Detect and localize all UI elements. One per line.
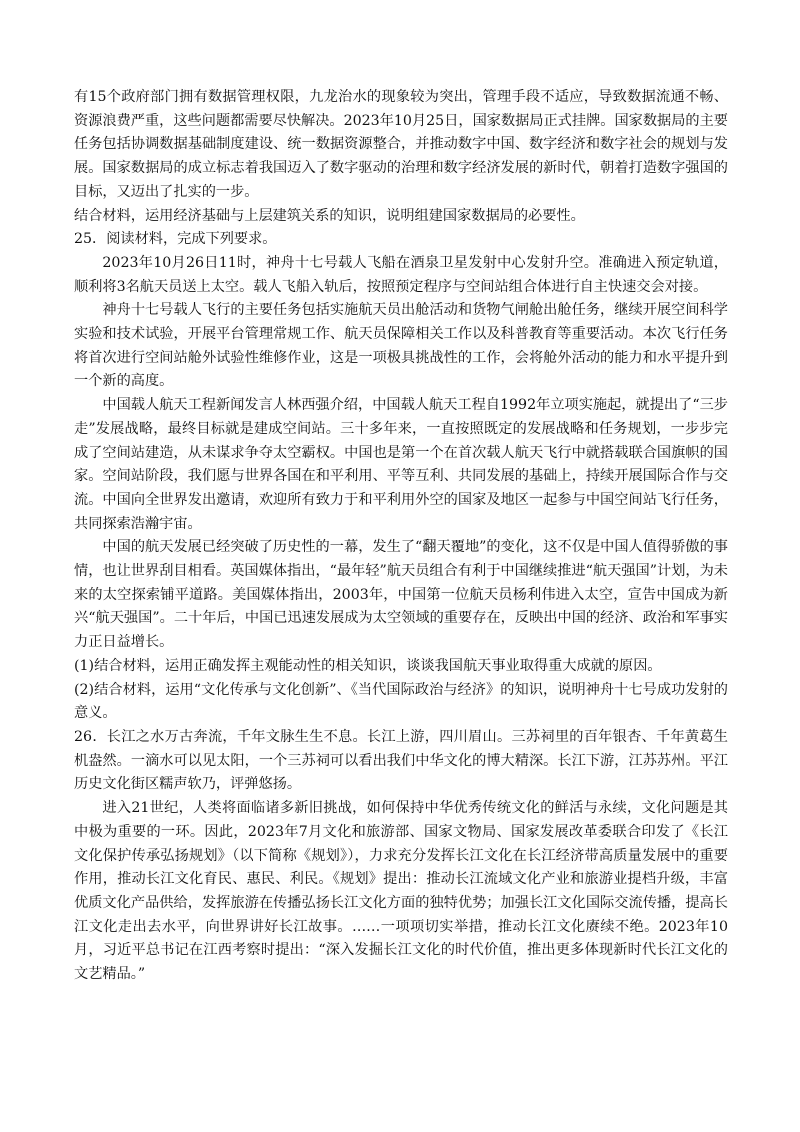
question-25-title: 25．阅读材料，完成下列要求。: [74, 231, 277, 248]
q25-paragraph-4: 中国的航天发展已经突破了历史性的一幕，发生了“翻天覆地”的变化，这不仅是中国人值得骄傲的事情，也让世界刮目相看。英国媒体指出，“最年轻”航天员组合有利于中国继续推进“航天强国”计划，为未来的太空探索铺平道路。美国媒体指出，2003年，中国第一位航天员杨利伟进入太空，宣告中国成为新兴“航天强国”。二十年后，中国已迅速发展成为太空领域的重要存在，反映出中国的经济、政治和军事实力正日益增长。: [74, 539, 728, 651]
q25-paragraph-3: 中国载人航天工程新闻发言人林西强介绍，中国载人航天工程自1992年立项实施起，就提出了“三步走”发展战略，最终目标就是建成空间站。三十多年来，一直按照既定的发展战略和任务规划，一步步完成了空间站建造，从未谋求争夺太空霸权。中国也是第一个在首次载人航天飞行中就搭载联合国旗帜的国家。空间站阶段，我们愿与世界各国在和平利用、平等互利、共同发展的基础上，持续开展国际合作与交流。中国向全世界发出邀请，欢迎所有致力于和平利用外空的国家及地区一起参与中国空间站飞行任务，共同探索浩瀚宇宙。: [74, 397, 728, 532]
question-26-paragraph-2: 进入21世纪，人类将面临诸多新旧挑战，如何保持中华优秀传统文化的鲜活与永续，文化问题是其中极为重要的一环。因此，2023年7月文化和旅游部、国家文物局、国家发展改革委联合印发了《长江文化保护传承弘扬规划》（以下简称《规划》），力求充分发挥长江文化在长江经济带高质量发展中的重要作用，推动长江文化育民、惠民、利民。《规划》提出：推动长江流域文化产业和旅游业提档升级，丰富优质文化产品供给，发挥旅游在传播弘扬长江文化方面的独特优势；加强长江文化国际交流传播，提高长江文化走出去水平，向世界讲好长江故事。……一项项切实举措，推动长江文化赓续不绝。2023年10月，习近平总书记在江西考察时提出：“深入发掘长江文化的时代价值，推出更多体现新时代长江文化的文艺精品。”: [74, 800, 728, 983]
q25-subquestion-2: (2)结合材料，运用“文化传承与文化创新”、《当代国际政治与经济》的知识，说明神舟十七号成功发射的意义。: [74, 681, 728, 722]
question-26-paragraph-1: 26．长江之水万古奔流，千年文脉生生不息。长江上游，四川眉山。三苏祠里的百年银杏、千年黄葛生机盎然。一滴水可以见太阳，一个三苏祠可以看出我们中华文化的博大精深。长江下游，江苏苏州。平江历史文化街区糯声软乃，评弹悠扬。: [74, 728, 728, 793]
q25-paragraph-1: 2023年10月26日11时，神舟十七号载人飞船在酒泉卫星发射中心发射升空。准确进入预定轨道，顺利将3名航天员送上太空。载人飞船入轨后，按照预定程序与空间站组合体进行自主快速交会对接。: [74, 254, 728, 295]
intro-question: 结合材料，运用经济基础与上层建筑关系的知识，说明组建国家数据局的必要性。: [74, 207, 585, 224]
q25-paragraph-2: 神舟十七号载人飞行的主要任务包括实施航天员出舱活动和货物气闸舱出舱任务，继续开展空间科学实验和技术试验，开展平台管理常规工作、航天员保障相关工作以及科普教育等重要活动。本次飞行任务将首次进行空间站舱外试验性维修作业，这是一项极具挑战性的工作，会将舱外活动的能力和水平提升到一个新的高度。: [74, 302, 728, 390]
q25-subquestion-1: (1)结合材料，运用正确发挥主观能动性的相关知识，谈谈我国航天事业取得重大成就的原因。: [74, 657, 662, 674]
intro-paragraph: 有15个政府部门拥有数据管理权限，九龙治水的现象较为突出，管理手段不适应，导致数据流通不畅、资源浪费严重，这些问题都需要尽快解决。2023年10月25日，国家数据局正式挂牌。国家数据局的主要任务包括协调数据基础制度建设、统一数据资源整合，并推动数字中国、数字经济和数字社会的规划与发展。国家数据局的成立标志着我国迈入了数字驱动的治理和数字经济发展的新时代，朝着打造数字强国的目标，又迈出了扎实的一步。: [74, 89, 728, 200]
